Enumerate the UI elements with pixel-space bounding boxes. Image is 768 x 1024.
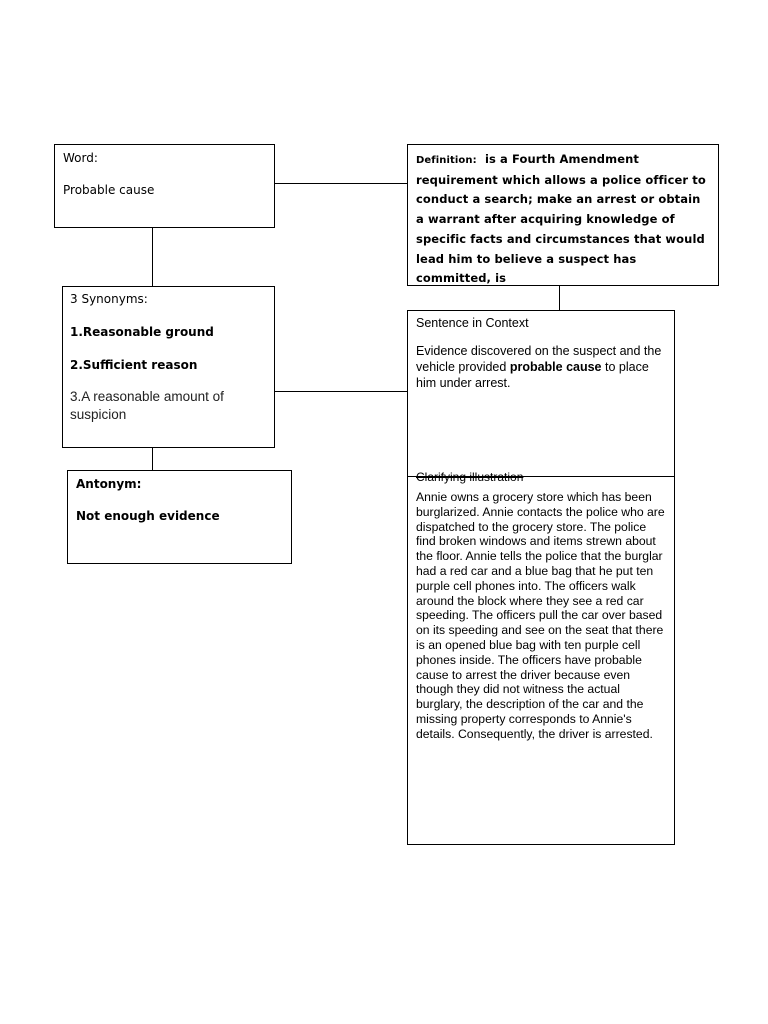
word-term: Probable cause (63, 183, 155, 197)
synonym-item-2: 2.Sufficient reason (70, 358, 198, 372)
sentence-box (407, 310, 675, 477)
definition-text-block (416, 150, 710, 286)
connector-word-definition (275, 183, 407, 184)
definition-box (407, 144, 719, 286)
illustration-text: Annie owns a grocery store which has been burglarized. Annie contacts the police who are dispatched to the grocery store. The police find broken windows and items strewn about the floor. Annie tells the police that the burglar had a red car and a blue bag that he put ten purple cell phones into. The officers walk around the block where they see a red car speeding. The officers pull the car over based on its speeding and see on the seat that there is an opened blue bag with ten purple cell phones inside. The officers have probable cause to arrest the driver because even though they did not witness the actual burglary, the description of the car and the missing property corresponds to Annie's details. Consequently, the driver is arrested. (416, 490, 665, 741)
definition-text: is a Fourth Amendment requirement which allows a police officer to conduct a search; make an arrest or obtain a warrant after acquiring knowledge of specific facts and circumstances that would lead him to believe a suspect has committed, is (416, 152, 706, 286)
connector-word-synonyms (152, 228, 153, 286)
sentence-text-bold: probable cause (509, 360, 602, 374)
synonym-item-1: 1.Reasonable ground (70, 325, 214, 339)
synonyms-label: 3 Synonyms: (70, 292, 148, 306)
antonym-box (67, 470, 292, 564)
synonyms-box (62, 286, 275, 448)
connector-synonyms-antonym (152, 448, 153, 470)
sentence-text-before: Evidence discovered on the suspect and the vehicle provided (416, 344, 662, 374)
word-box (54, 144, 275, 228)
word-label: Word: (63, 151, 98, 165)
connector-definition-sentence (559, 286, 560, 310)
sentence-text (416, 343, 666, 391)
synonym-item-3: 3.A reasonable amount of suspicion (70, 389, 224, 422)
antonym-label: Antonym: (76, 477, 142, 491)
illustration-box (407, 470, 675, 845)
sentence-text-after: to place him under arrest. (416, 360, 649, 390)
antonym-term: Not enough evidence (76, 509, 220, 523)
sentence-title: Sentence in Context (416, 316, 529, 330)
illustration-title: Clarifying illustration (416, 470, 524, 484)
connector-synonyms-sentence (275, 391, 407, 392)
definition-label: Definition: (416, 155, 477, 166)
